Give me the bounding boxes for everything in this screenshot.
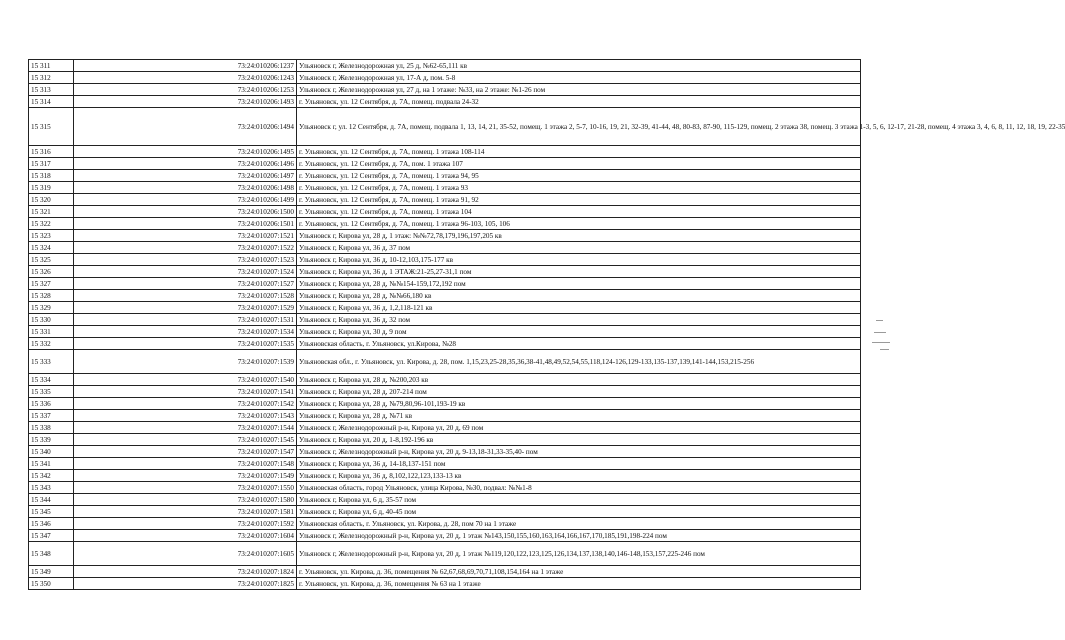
- row-number-cell: 15 350: [29, 578, 74, 590]
- cadastral-number-cell: 73:24:010206:1497: [74, 170, 297, 182]
- table-row: [29, 108, 861, 146]
- cadastral-number-cell: 73:24:010207:1550: [74, 482, 297, 494]
- row-number-cell: 15 331: [29, 326, 74, 338]
- address-cell: г. Ульяновск, ул. 12 Сентября, д. 7А, помещ. 1 этажа 91, 92: [297, 194, 861, 206]
- row-number-cell: 15 313: [29, 84, 74, 96]
- table-row: [29, 530, 861, 542]
- cadastral-number-cell: 73:24:010207:1522: [74, 242, 297, 254]
- cadastral-number-cell: 73:24:010207:1543: [74, 410, 297, 422]
- row-number-cell: 15 341: [29, 458, 74, 470]
- row-number-cell: 15 326: [29, 266, 74, 278]
- cadastral-number-cell: 73:24:010207:1549: [74, 470, 297, 482]
- register-document: [28, 59, 1065, 590]
- address-cell: г. Ульяновск, ул. Кирова, д. 36, помещения № 63 на 1 этаже: [297, 578, 861, 590]
- row-number-cell: 15 322: [29, 218, 74, 230]
- cadastral-number-cell: 73:24:010206:1501: [74, 218, 297, 230]
- cadastral-number-cell: 73:24:010207:1824: [74, 566, 297, 578]
- row-number-cell: 15 318: [29, 170, 74, 182]
- cadastral-number-cell: 73:24:010206:1500: [74, 206, 297, 218]
- table-row: [29, 206, 861, 218]
- row-number-cell: 15 328: [29, 290, 74, 302]
- row-number-cell: 15 329: [29, 302, 74, 314]
- table-row: [29, 84, 861, 96]
- row-number-cell: 15 339: [29, 434, 74, 446]
- table-row: [29, 302, 861, 314]
- address-cell: Ульяновск г, Кирова ул, 28 д, №71 кв: [297, 410, 861, 422]
- cadastral-number-cell: 73:24:010207:1531: [74, 314, 297, 326]
- address-cell: Ульяновск г, Кирова ул, 36 д, 32 пом: [297, 314, 861, 326]
- row-number-cell: 15 343: [29, 482, 74, 494]
- row-number-cell: 15 330: [29, 314, 74, 326]
- row-number-cell: 15 332: [29, 338, 74, 350]
- address-cell: г. Ульяновск, ул. 12 Сентября, д. 7А, помещ. 1 этажа 94, 95: [297, 170, 861, 182]
- cadastral-number-cell: 73:24:010207:1527: [74, 278, 297, 290]
- row-number-cell: 15 311: [29, 60, 74, 72]
- cadastral-number-cell: 73:24:010206:1243: [74, 72, 297, 84]
- address-cell: Ульяновск г, Кирова ул, 6 д, 40-45 пом: [297, 506, 861, 518]
- table-row: [29, 434, 861, 446]
- row-number-cell: 15 335: [29, 386, 74, 398]
- row-number-cell: 15 334: [29, 374, 74, 386]
- table-row: [29, 242, 861, 254]
- table-row: [29, 470, 861, 482]
- address-cell: Ульяновск г, ул. 12 Сентября, д. 7А, помещ. подвала 1, 13, 14, 21, 35-52, помещ. 1 этажа 2, 5-7, 10-16, 19, 21, 32-39, 41-44, 48, 80-83, 87-90, 115-129, помещ. 2 этажа 38, помещ. 3 этажа 1-3, 5, 6, 12-17, 21-28, помещ. 4 этажа 3, 4, 6, 8, 11, 12, 18, 19, 22-35: [297, 108, 861, 146]
- row-number-cell: 15 314: [29, 96, 74, 108]
- row-number-cell: 15 337: [29, 410, 74, 422]
- cadastral-number-cell: 73:24:010207:1581: [74, 506, 297, 518]
- row-number-cell: 15 319: [29, 182, 74, 194]
- cadastral-number-cell: 73:24:010206:1499: [74, 194, 297, 206]
- row-number-cell: 15 312: [29, 72, 74, 84]
- address-cell: г. Ульяновск, ул. 12 Сентября, д. 7А, помещ. 1 этажа 93: [297, 182, 861, 194]
- table-row: [29, 266, 861, 278]
- address-cell: Ульяновск г, Железнодорожный р-н, Кирова ул, 20 д, 9-13,18-31,33-35,40- пом: [297, 446, 861, 458]
- cadastral-number-cell: 73:24:010206:1495: [74, 146, 297, 158]
- address-cell: Ульяновск г, Кирова ул, 28 д, №№66,180 кв: [297, 290, 861, 302]
- table-row: [29, 278, 861, 290]
- table-row: [29, 458, 861, 470]
- table-row: [29, 350, 861, 374]
- row-number-cell: 15 315: [29, 108, 74, 146]
- row-number-cell: 15 345: [29, 506, 74, 518]
- address-cell: Ульяновская область, г. Ульяновск, ул.Кирова, №28: [297, 338, 861, 350]
- table-row: [29, 72, 861, 84]
- cadastral-number-cell: 73:24:010207:1528: [74, 290, 297, 302]
- address-cell: г. Ульяновск, ул. 12 Сентября, д. 7А, помещ. 1 этажа 96-103, 105, 106: [297, 218, 861, 230]
- address-cell: Ульяновск г, Кирова ул, 36 д, 37 пом: [297, 242, 861, 254]
- address-cell: Ульяновск г, Железнодорожный р-н, Кирова ул, 20 д, 1 этаж №119,120,122,123,125,126,134,137,138,140,146-148,153,157,225-246 пом: [297, 542, 861, 566]
- row-number-cell: 15 342: [29, 470, 74, 482]
- row-number-cell: 15 317: [29, 158, 74, 170]
- cadastral-number-cell: 73:24:010207:1545: [74, 434, 297, 446]
- address-cell: г. Ульяновск, ул. 12 Сентября, д. 7А, помещ. 1 этажа 104: [297, 206, 861, 218]
- row-number-cell: 15 333: [29, 350, 74, 374]
- cadastral-number-cell: 73:24:010207:1535: [74, 338, 297, 350]
- address-cell: Ульяновск г, Железнодорожный р-н, Кирова ул, 20 д, 1 этаж №143,150,155,160,163,164,166,167,170,185,191,198-224 пом: [297, 530, 861, 542]
- address-cell: Ульяновск г, Кирова ул, 28 д, №200,203 кв: [297, 374, 861, 386]
- property-register-table: [28, 59, 1065, 590]
- row-number-cell: 15 321: [29, 206, 74, 218]
- table-row: [29, 194, 861, 206]
- row-number-cell: 15 325: [29, 254, 74, 266]
- row-number-cell: 15 323: [29, 230, 74, 242]
- cadastral-number-cell: 73:24:010207:1539: [74, 350, 297, 374]
- cadastral-number-cell: 73:24:010206:1496: [74, 158, 297, 170]
- row-number-cell: 15 344: [29, 494, 74, 506]
- cadastral-number-cell: 73:24:010207:1542: [74, 398, 297, 410]
- cadastral-number-cell: 73:24:010207:1592: [74, 518, 297, 530]
- address-cell: Ульяновск г, Железнодорожный р-н, Кирова ул, 20 д, 69 пом: [297, 422, 861, 434]
- address-cell: Ульяновск г, Кирова ул, 20 д, 1-8,192-196 кв: [297, 434, 861, 446]
- table-row: [29, 494, 861, 506]
- table-row: [29, 566, 861, 578]
- table-row: [29, 290, 861, 302]
- table-row: [29, 60, 861, 72]
- table-row: [29, 218, 861, 230]
- cadastral-number-cell: 73:24:010207:1825: [74, 578, 297, 590]
- address-cell: Ульяновск г, Кирова ул, 36 д, 8,102,122,123,133-13 кв: [297, 470, 861, 482]
- cadastral-number-cell: 73:24:010207:1541: [74, 386, 297, 398]
- address-cell: г. Ульяновск, ул. 12 Сентября, д. 7А, пом. 1 этажа 107: [297, 158, 861, 170]
- address-cell: Ульяновск г, Кирова ул, 30 д, 9 пом: [297, 326, 861, 338]
- cadastral-number-cell: 73:24:010207:1547: [74, 446, 297, 458]
- table-row: [29, 410, 861, 422]
- cadastral-number-cell: 73:24:010207:1521: [74, 230, 297, 242]
- table-row: [29, 422, 861, 434]
- cadastral-number-cell: 73:24:010207:1529: [74, 302, 297, 314]
- table-row: [29, 506, 861, 518]
- address-cell: Ульяновск г, Кирова ул, 36 д, 10-12,103,175-177 кв: [297, 254, 861, 266]
- address-cell: Ульяновск г, Железнодорожная ул, 27 д, на 1 этаже: №33, на 2 этаже: №1-26 пом: [297, 84, 861, 96]
- address-cell: Ульяновск г, Кирова ул, 28 д, №79,80,96-101,193-19 кв: [297, 398, 861, 410]
- row-number-cell: 15 320: [29, 194, 74, 206]
- row-number-cell: 15 340: [29, 446, 74, 458]
- address-cell: Ульяновская область, г. Ульяновск, ул. Кирова, д. 28, пом 70 на 1 этаже: [297, 518, 861, 530]
- row-number-cell: 15 324: [29, 242, 74, 254]
- cadastral-number-cell: 73:24:010207:1523: [74, 254, 297, 266]
- table-row: [29, 146, 861, 158]
- address-cell: Ульяновск г, Кирова ул, 28 д, 1 этаж: №№72,78,179,196,197,205 кв: [297, 230, 861, 242]
- address-cell: Ульяновск г, Кирова ул, 36 д, 14-18,137-151 пом: [297, 458, 861, 470]
- table-row: [29, 158, 861, 170]
- table-row: [29, 314, 861, 326]
- cadastral-number-cell: 73:24:010207:1544: [74, 422, 297, 434]
- address-cell: Ульяновск г, Кирова ул, 36 д, 1,2,118-121 кв: [297, 302, 861, 314]
- address-cell: г. Ульяновск, ул. 12 Сентября, д. 7А, помещ. подвала 24-32: [297, 96, 861, 108]
- table-row: [29, 338, 861, 350]
- address-cell: Ульяновск г, Железнодорожная ул, 17-А д, пом. 5-8: [297, 72, 861, 84]
- table-row: [29, 374, 861, 386]
- address-cell: Ульяновск г, Кирова ул, 28 д, №№154-159,172,192 пом: [297, 278, 861, 290]
- table-row: [29, 96, 861, 108]
- address-cell: Ульяновск г, Кирова ул, 28 д, 207-214 пом: [297, 386, 861, 398]
- cadastral-number-cell: 73:24:010207:1580: [74, 494, 297, 506]
- cadastral-number-cell: 73:24:010207:1548: [74, 458, 297, 470]
- table-row: [29, 182, 861, 194]
- row-number-cell: 15 346: [29, 518, 74, 530]
- table-row: [29, 230, 861, 242]
- address-cell: Ульяновская обл., г. Ульяновск, ул. Кирова, д. 28, пом. 1,15,23,25-28,35,36,38-41,48,49,52,54,55,118,124-126,129-133,135-137,139,141-144,153,215-256: [297, 350, 861, 374]
- cadastral-number-cell: 73:24:010206:1493: [74, 96, 297, 108]
- cadastral-number-cell: 73:24:010207:1604: [74, 530, 297, 542]
- table-row: [29, 518, 861, 530]
- table-row: [29, 398, 861, 410]
- row-number-cell: 15 349: [29, 566, 74, 578]
- table-row: [29, 482, 861, 494]
- table-row: [29, 386, 861, 398]
- row-number-cell: 15 347: [29, 530, 74, 542]
- cadastral-number-cell: 73:24:010207:1534: [74, 326, 297, 338]
- address-cell: г. Ульяновск, ул. Кирова, д. 36, помещения № 62,67,68,69,70,71,108,154,164 на 1 этаже: [297, 566, 861, 578]
- row-number-cell: 15 336: [29, 398, 74, 410]
- row-number-cell: 15 327: [29, 278, 74, 290]
- address-cell: Ульяновская область, город Ульяновск, улица Кирова, №30, подвал: №№1-8: [297, 482, 861, 494]
- table-row: [29, 578, 861, 590]
- table-row: [29, 446, 861, 458]
- cadastral-number-cell: 73:24:010207:1605: [74, 542, 297, 566]
- row-number-cell: 15 338: [29, 422, 74, 434]
- register-table-body: [29, 60, 1065, 590]
- table-row: [29, 254, 861, 266]
- cadastral-number-cell: 73:24:010206:1498: [74, 182, 297, 194]
- cadastral-number-cell: 73:24:010207:1540: [74, 374, 297, 386]
- margin-pencil-marks: [870, 318, 900, 358]
- cadastral-number-cell: 73:24:010207:1524: [74, 266, 297, 278]
- cadastral-number-cell: 73:24:010206:1494: [74, 108, 297, 146]
- table-row: [29, 542, 861, 566]
- table-row: [29, 170, 861, 182]
- cadastral-number-cell: 73:24:010206:1253: [74, 84, 297, 96]
- cadastral-number-cell: 73:24:010206:1237: [74, 60, 297, 72]
- row-number-cell: 15 348: [29, 542, 74, 566]
- row-number-cell: 15 316: [29, 146, 74, 158]
- address-cell: г. Ульяновск, ул. 12 Сентября, д. 7А, помещ. 1 этажа 108-114: [297, 146, 861, 158]
- address-cell: Ульяновск г, Кирова ул, 36 д, 1 ЭТАЖ:21-25,27-31,1 пом: [297, 266, 861, 278]
- address-cell: Ульяновск г, Железнодорожная ул, 25 д, №62-65,111 кв: [297, 60, 861, 72]
- table-row: [29, 326, 861, 338]
- address-cell: Ульяновск г, Кирова ул, 6 д, 35-57 пом: [297, 494, 861, 506]
